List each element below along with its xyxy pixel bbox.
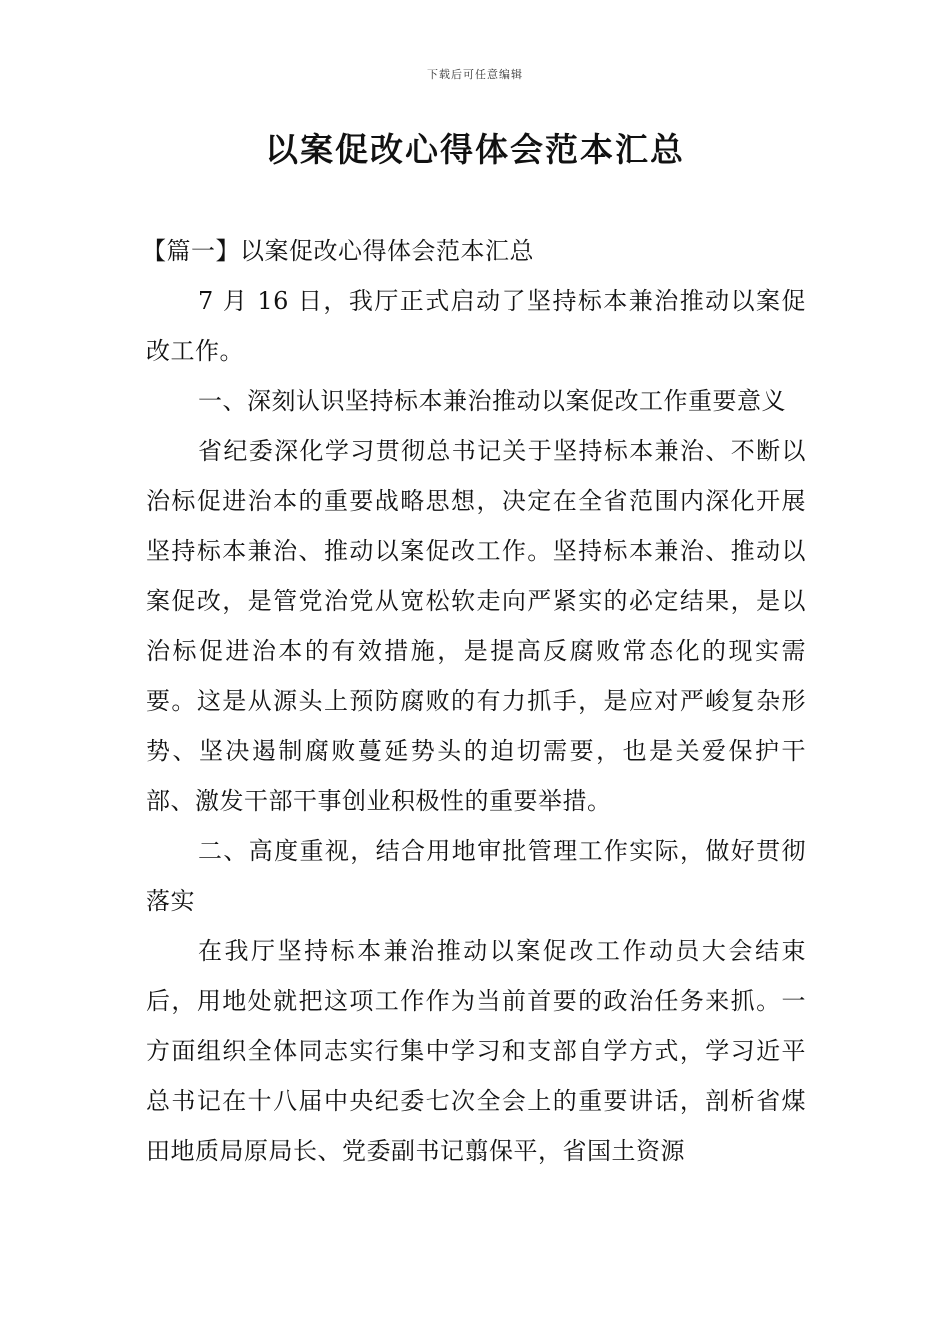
paragraph-significance: 省纪委深化学习贯彻总书记关于坚持标本兼治、不断以治标促进治本的重要战略思想，决定在全省范围内深化开展坚持标本兼治、推动以案促改工作。坚持标本兼治、推动以案促改，是管党治党从宽松软走向严紧实的必定结果，是以治标促进治本的有效措施，是提高反腐败常态化的现实需要。这是从源头上预防腐败的有力抓手，是应对严峻复杂形势、坚决遏制腐败蔓延势头的迫切需要，也是关爱保护干部、激发干部干事创业积极性的重要举措。 xyxy=(146,437,806,815)
paragraph-implementation: 在我厅坚持标本兼治推动以案促改工作动员大会结束后，用地处就把这项工作作为当前首要的政治任务来抓。一方面组织全体同志实行集中学习和支部自学方式，学习近平总书记在十八届中央纪委七次全会上的重要讲话，剖析省煤田地质局原局长、党委副书记翦保平，省国土资源 xyxy=(146,937,806,1165)
heading-section-one: 一、深刻认识坚持标本兼治推动以案促改工作重要意义 xyxy=(198,387,786,415)
paragraph-intro: 7 月 16 日，我厅正式启动了坚持标本兼治推动以案促改工作。 xyxy=(146,287,806,365)
header-note: 下载后可任意编辑 xyxy=(427,68,523,81)
section-label: 【篇一】以案促改心得体会范本汇总 xyxy=(142,237,534,265)
heading-section-two: 二、高度重视，结合用地审批管理工作实际，做好贯彻落实 xyxy=(146,837,806,915)
document-title: 以案促改心得体会范本汇总 xyxy=(265,130,685,169)
document-body xyxy=(142,226,806,1176)
